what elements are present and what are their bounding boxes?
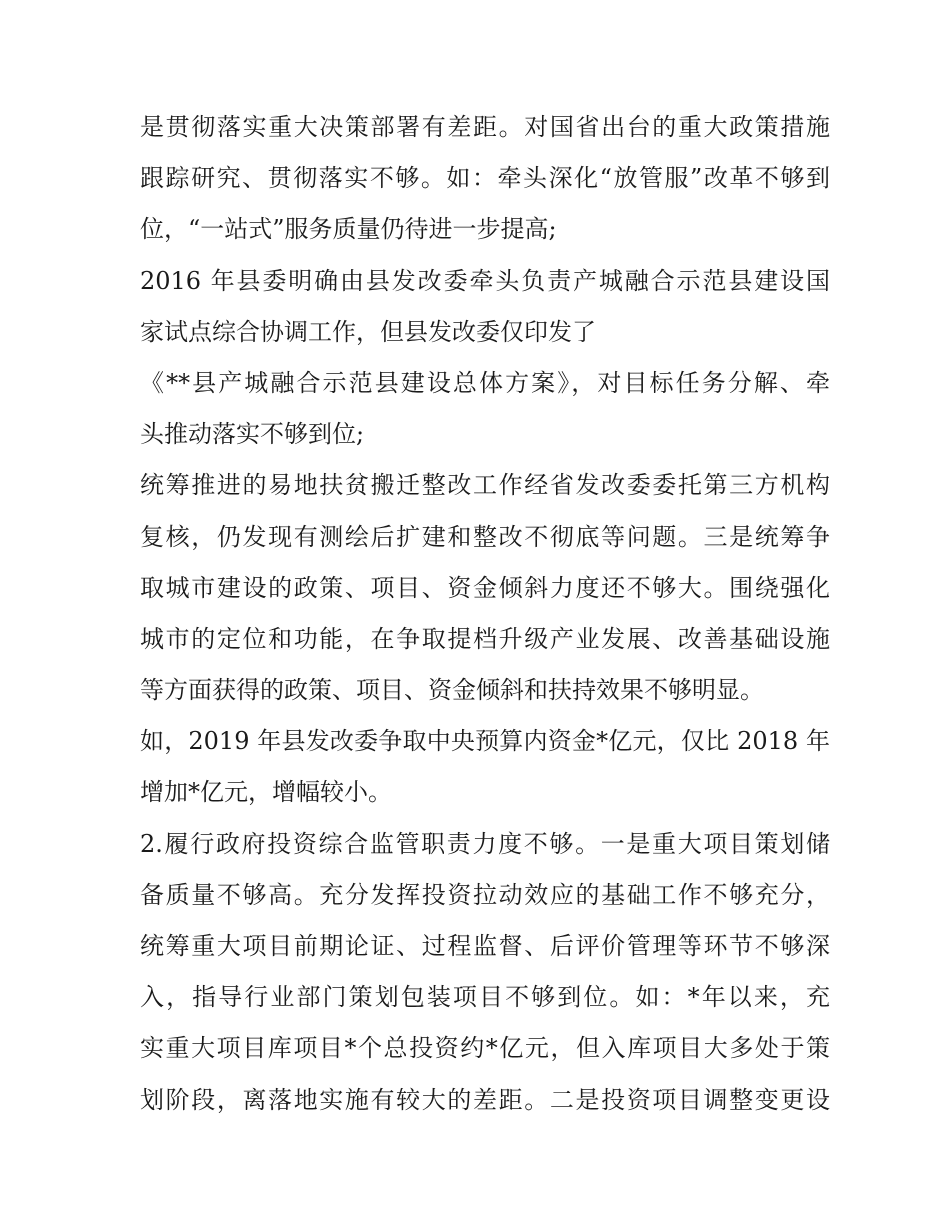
text-line: 等方面获得的政策、项目、资金倾斜和扶持效果不够明显。 (140, 676, 764, 705)
text-line: 复核，仍发现有测绘后扩建和整改不彻底等问题。三是统筹争 (140, 522, 830, 551)
text-line: 统筹推进的易地扶贫搬迁整改工作经省发改委委托第三方机构 (140, 471, 830, 500)
text-line: 头推动落实不够到位; (140, 420, 365, 449)
text-line: 《**县产城融合示范县建设总体方案》，对目标任务分解、牵 (140, 368, 830, 397)
text-line: 跟踪研究、贯彻落实不够。如：牵头深化“放管服”改革不够到 (140, 164, 830, 193)
text-line: 城市的定位和功能，在争取提档升级产业发展、改善基础设施 (140, 624, 830, 653)
text-line: 备质量不够高。充分发挥投资拉动效应的基础工作不够充分， (140, 880, 830, 909)
text-line: 实重大项目库项目*个总投资约*亿元，但入库项目大多处于策 (140, 1034, 830, 1063)
text-line: 统筹重大项目前期论证、过程监督、后评价管理等环节不够深 (140, 932, 830, 960)
body-text (140, 102, 830, 1126)
text-line: 增加*亿元，增幅较小。 (140, 778, 392, 807)
text-line: 是贯彻落实重大决策部署有差距。对国省出台的重大政策措施 (140, 113, 830, 141)
text-line: 如，2019 年县发改委争取中央预算内资金*亿元，仅比 2018 年 (140, 727, 830, 756)
text-line: 取城市建设的政策、项目、资金倾斜力度还不够大。围绕强化 (140, 573, 830, 602)
text-line: 划阶段，离落地实施有较大的差距。二是投资项目调整变更设 (140, 1085, 830, 1114)
text-line: 2016 年县委明确由县发改委牵头负责产城融合示范县建设国 (140, 266, 830, 295)
text-line: 家试点综合协调工作，但县发改委仅印发了 (140, 317, 596, 346)
text-line: 位，“一站式”服务质量仍待进一步提高; (140, 215, 557, 244)
text-line: 2.履行政府投资综合监管职责力度不够。一是重大项目策划储 (140, 829, 830, 858)
text-line: 入，指导行业部门策划包装项目不够到位。如：*年以来，充 (140, 983, 830, 1012)
